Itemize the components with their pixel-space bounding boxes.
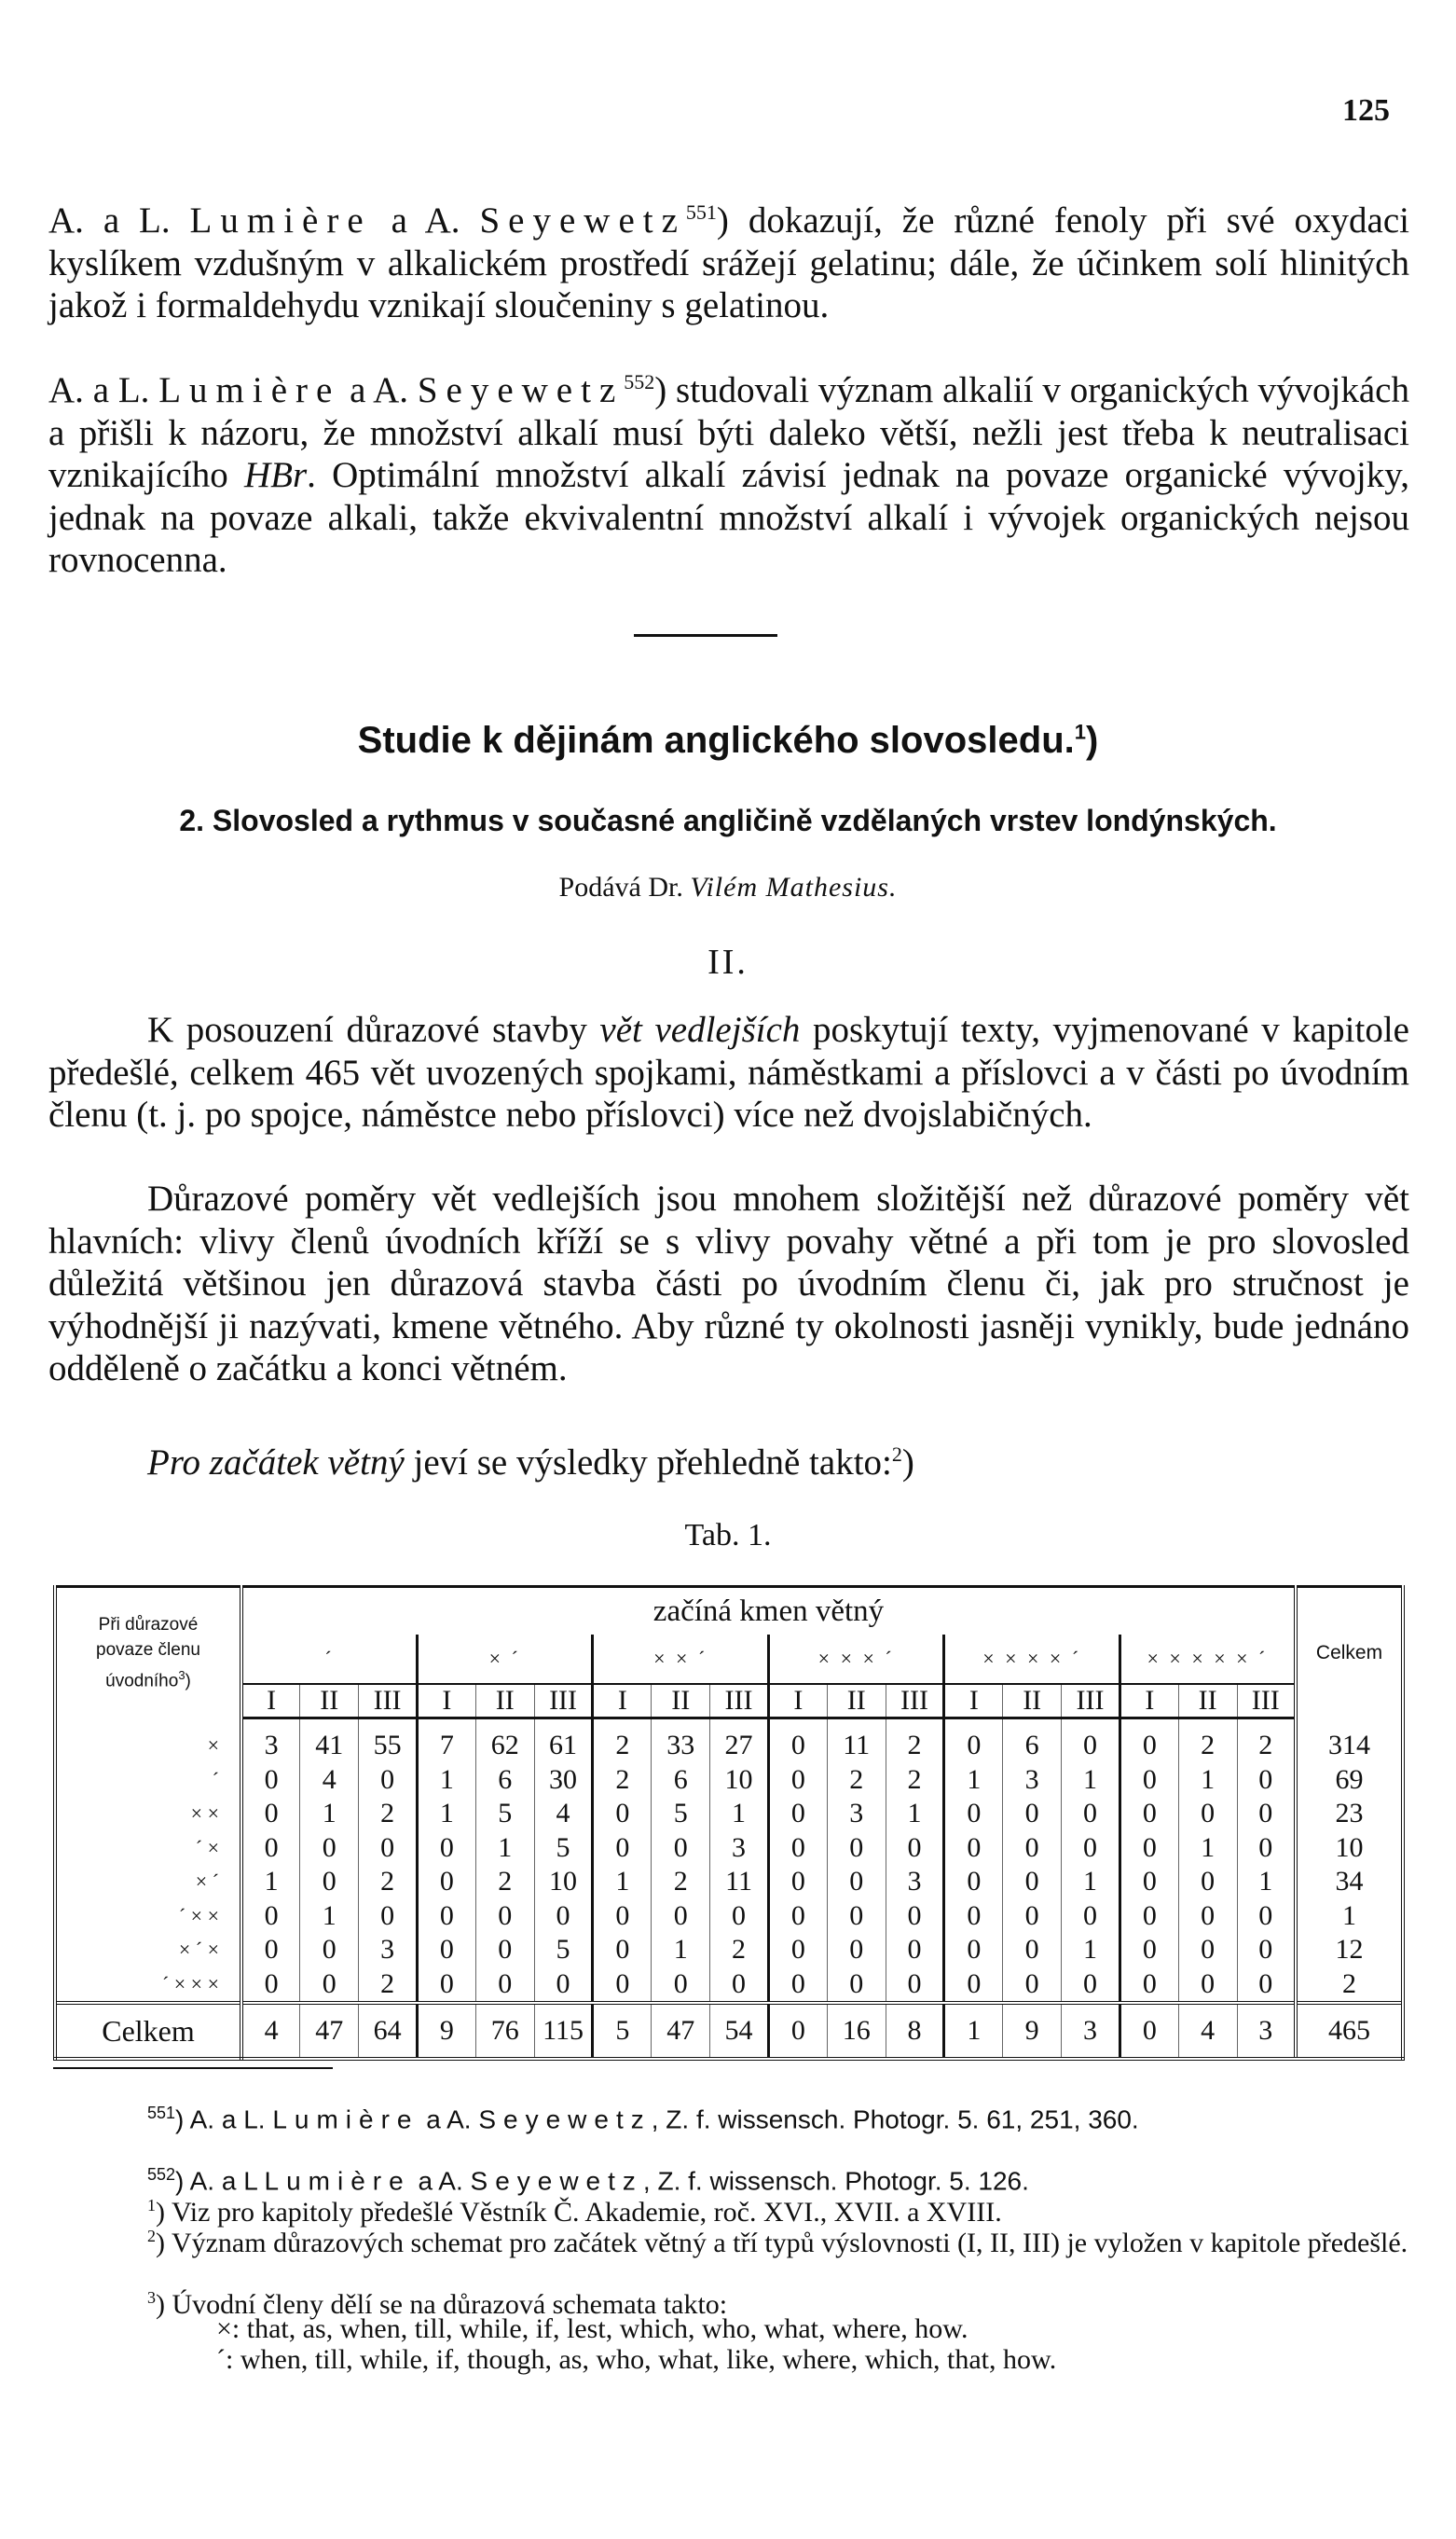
table-cell: 1: [1237, 1865, 1296, 1899]
footnote-551: $^{551}$) A. a L. Lumière a A. Seyewetz, Z. f. wissensch. Photogr. 5. 61, 251, 360.: [147, 2104, 1139, 2134]
row-total-cell: 1: [1296, 1899, 1403, 1934]
p1-text: ) dokazují, že různé fenoly při své oxydaci kyslíkem vzdušným v alkalickém prostředí srážejí gelatinu; dále, že účinkem solí hlinitých jakož i formaldehydu vznikají sloučeniny s gelatinou.: [48, 200, 1409, 325]
row-label: ˊ × × ×: [55, 1967, 241, 2004]
roman-III: III: [359, 1684, 418, 1718]
table-row: [55, 1967, 1403, 2004]
table-cell: 3: [241, 1718, 300, 1763]
table-cell: 3: [1003, 1763, 1062, 1798]
table-cell: 0: [241, 1967, 300, 2004]
table-cell: 0: [417, 1967, 475, 2004]
table-cell: 1: [300, 1899, 359, 1934]
byline-author: Vilém Mathesius.: [690, 872, 898, 903]
table-caption: Tab. 1.: [684, 1518, 772, 1552]
table-cell: 0: [1062, 1967, 1120, 2004]
rowhead-line2: povaze členu: [96, 1640, 200, 1661]
table-cell: 0: [1119, 1718, 1178, 1763]
schema-accent-icon: ˊ: [216, 2344, 226, 2375]
roman-III: III: [710, 1684, 769, 1718]
table-cell: 6: [652, 1763, 710, 1798]
p3-after: poskytují texty, vyjmenované v kapitole předešlé, celkem 465 vět uvozených spojkami, náměstkami a příslovci a v části po úvodním členu (t. j. po spojce, náměstce nebo příslovci) více než dvojslabičných.: [48, 1010, 1409, 1135]
table-cell: 0: [1178, 1933, 1237, 1967]
p2-text-after: . Optimální množství alkalí závisí jednak na povaze organické vývojky, jednak na povaze alkali, takže ekvivalentní množství alkalí i vývojek organických nejsou rovnocenna.: [48, 455, 1409, 580]
table-cell: 47: [652, 2003, 710, 2059]
footnote-ref-551: 551: [685, 200, 717, 224]
table-cell: 0: [768, 1967, 827, 2004]
table-row: [55, 1763, 1403, 1798]
table-cell: 1: [417, 1797, 475, 1831]
table-cell: 0: [300, 1831, 359, 1866]
table-cell: 0: [1062, 1899, 1120, 1934]
table-cell: 0: [827, 1865, 886, 1899]
table-cell: 0: [241, 1831, 300, 1866]
table-cell: 2: [1178, 1718, 1237, 1763]
table-cell: 33: [652, 1718, 710, 1763]
table-cell: 0: [827, 1933, 886, 1967]
table-row: [55, 1933, 1403, 1967]
table-cell: 0: [1119, 1797, 1178, 1831]
table-cell: 7: [417, 1718, 475, 1763]
p2-hbr: HBr: [244, 455, 308, 495]
p1-author-seyewetz: Seyewetz: [479, 200, 686, 241]
table-cell: 1: [1062, 1933, 1120, 1967]
table-cell: 3: [359, 1933, 418, 1967]
table-cell: 27: [710, 1718, 769, 1763]
row-label: ˊ ×: [55, 1831, 241, 1866]
table-cell: 0: [1003, 1933, 1062, 1967]
row-label: × ×: [55, 1797, 241, 1831]
table-cell: 6: [475, 1763, 534, 1798]
pattern-2: × ˊ: [417, 1635, 592, 1684]
table-cell: 0: [768, 2003, 827, 2059]
table-cell: 1: [710, 1797, 769, 1831]
table-cell: 62: [475, 1718, 534, 1763]
table-cell: 1: [944, 1763, 1003, 1798]
table-cell: 3: [827, 1797, 886, 1831]
table-cell: 2: [710, 1933, 769, 1967]
table-cell: 0: [1178, 1899, 1237, 1934]
row-label: × ˊ ×: [55, 1933, 241, 1967]
p1-author1: A. a L.: [48, 200, 190, 241]
table-cell: 1: [300, 1797, 359, 1831]
roman-II: II: [827, 1684, 886, 1718]
table-cell: 0: [417, 1933, 475, 1967]
table-cell: 0: [1003, 1899, 1062, 1934]
footnote-divider: [53, 2067, 333, 2069]
table-cell: 0: [1062, 1718, 1120, 1763]
table-cell: 0: [300, 1967, 359, 2004]
article-title: [0, 720, 1456, 762]
table-cell: 0: [1119, 1763, 1178, 1798]
table-cell: 0: [710, 1899, 769, 1934]
table-cell: 0: [1003, 1831, 1062, 1866]
table-cell: 3: [1062, 2003, 1120, 2059]
table-row: [55, 1865, 1403, 1899]
row-total-cell: 12: [1296, 1933, 1403, 1967]
table-cell: 0: [593, 1831, 652, 1866]
table-cell: 1: [593, 1865, 652, 1899]
table-cell: 0: [652, 1967, 710, 2004]
table-cell: 2: [886, 1763, 944, 1798]
table-cell: 0: [1062, 1797, 1120, 1831]
article-subtitle: 2. Slovosled a rythmus v současné angličině vzdělaných vrstev londýnských.: [179, 804, 1277, 837]
page-number: 125: [1342, 93, 1390, 128]
table-cell: 1: [886, 1797, 944, 1831]
row-total-cell: 314: [1296, 1718, 1403, 1763]
table-cell: 11: [710, 1865, 769, 1899]
p3-italic: vět vedlejších: [599, 1010, 801, 1050]
footnote-1: $^1$) Viz pro kapitoly předešlé Věstník Č. Akademie, roč. XVI., XVII. a XVIII.: [147, 2196, 1002, 2228]
table-row: [55, 1831, 1403, 1866]
table-cell: 0: [593, 1967, 652, 2004]
roman-II: II: [300, 1684, 359, 1718]
table-cell: 1: [1062, 1763, 1120, 1798]
p2-mid: a A.: [340, 370, 418, 410]
p2-author1: A. a L.: [48, 370, 159, 410]
stress-table: [53, 1585, 1405, 2061]
table-cell: 0: [241, 1763, 300, 1798]
table-cell: 0: [1237, 1967, 1296, 2004]
p2-author-seyewetz: Seyewetz: [417, 370, 625, 410]
roman-I: I: [593, 1684, 652, 1718]
p5-close: ): [901, 1442, 914, 1483]
table-cell: 0: [944, 1899, 1003, 1934]
table-cell: 0: [241, 1899, 300, 1934]
p2-author-lumiere: Lumière: [158, 370, 341, 410]
footnote-2: $^2$) Význam důrazových schemat pro začátek větný a tří typů výslovnosti (I, II, III) je vyložen v kapitole předešlé.: [147, 2227, 1408, 2258]
table-cell: 0: [710, 1967, 769, 2004]
table-cell: 3: [886, 1865, 944, 1899]
rowhead-line3: úvodního$^3$): [105, 1668, 191, 1691]
paragraph-intro: [48, 1009, 1409, 1137]
table-cell: 0: [241, 1797, 300, 1831]
table-cell: 2: [593, 1718, 652, 1763]
roman-I: I: [944, 1684, 1003, 1718]
table-cell: 9: [1003, 2003, 1062, 2059]
roman-II: II: [475, 1684, 534, 1718]
table-cell: 2: [359, 1797, 418, 1831]
table-cell: 0: [652, 1831, 710, 1866]
row-label: × ˊ: [55, 1865, 241, 1899]
roman-III: III: [886, 1684, 944, 1718]
table-cell: 64: [359, 2003, 418, 2059]
table-cell: 0: [1237, 1899, 1296, 1934]
roman-I: I: [241, 1684, 300, 1718]
table-row: [55, 1797, 1403, 1831]
table-cell: 0: [944, 1865, 1003, 1899]
row-total-cell: 34: [1296, 1865, 1403, 1899]
table-cell: 2: [827, 1763, 886, 1798]
roman-III: III: [1237, 1684, 1296, 1718]
table-cell: 0: [475, 1933, 534, 1967]
byline: [0, 872, 1456, 904]
table-cell: 1: [652, 1933, 710, 1967]
table-cell: 0: [475, 1967, 534, 2004]
table-cell: 4: [1178, 2003, 1237, 2059]
table-cell: 0: [1003, 1865, 1062, 1899]
table-cell: 0: [593, 1797, 652, 1831]
table-cell: 41: [300, 1718, 359, 1763]
footnote-ref-2: 2: [891, 1442, 902, 1466]
table-cell: 0: [768, 1933, 827, 1967]
table-body: [55, 1718, 1403, 2060]
p5-after: jeví se výsledky přehledně takto:: [404, 1442, 892, 1483]
row-total-cell: 23: [1296, 1797, 1403, 1831]
table-cell: 16: [827, 2003, 886, 2059]
table-cell: 0: [593, 1899, 652, 1934]
roman-III: III: [1062, 1684, 1120, 1718]
schema-x-icon: ×: [216, 2313, 232, 2344]
table-cell: 0: [1003, 1797, 1062, 1831]
row-label: ˊ: [55, 1763, 241, 1798]
table-cell: 2: [359, 1967, 418, 2004]
table-cell: 1: [1178, 1831, 1237, 1866]
table-cell: 55: [359, 1718, 418, 1763]
table-cell: 0: [768, 1831, 827, 1866]
table-cell: 0: [1178, 1967, 1237, 2004]
table-cell: 0: [1178, 1797, 1237, 1831]
row-label: ×: [55, 1718, 241, 1763]
article-title-close: ): [1086, 720, 1099, 761]
table-cell: 0: [417, 1865, 475, 1899]
total-row: [55, 2003, 1403, 2059]
table-cell: 5: [534, 1933, 593, 1967]
table-cell: 0: [1119, 1899, 1178, 1934]
table-cell: 0: [944, 1933, 1003, 1967]
table-cell: 0: [1119, 2003, 1178, 2059]
table-cell: 0: [1062, 1831, 1120, 1866]
table-cell: 5: [593, 2003, 652, 2059]
pattern-1: ˊ: [324, 1647, 335, 1670]
table-cell: 0: [768, 1763, 827, 1798]
row-header: [55, 1587, 241, 1718]
paragraph-beginning: [48, 1433, 1409, 1484]
byline-prefix: Podává Dr.: [558, 872, 691, 903]
table-cell: 4: [300, 1763, 359, 1798]
table-cell: 9: [417, 2003, 475, 2059]
table-cell: 0: [359, 1763, 418, 1798]
row-label: ˊ × ×: [55, 1899, 241, 1934]
article-title-ref: 1: [1074, 720, 1086, 744]
pattern-4: × × × ˊ: [768, 1635, 943, 1684]
table-cell: 8: [886, 2003, 944, 2059]
rowhead-line1: Při důrazové: [98, 1615, 199, 1635]
table-cell: 0: [886, 1831, 944, 1866]
table-cell: 0: [944, 1797, 1003, 1831]
table-cell: 0: [1178, 1865, 1237, 1899]
table-cell: 0: [1119, 1933, 1178, 1967]
p1-author-lumiere: Lumière: [189, 200, 372, 241]
p3-before: K posouzení důrazové stavby: [147, 1010, 600, 1050]
pattern-5: × × × × ˊ: [944, 1635, 1119, 1684]
table-cell: 0: [827, 1967, 886, 2004]
table-cell: 0: [886, 1899, 944, 1934]
table-cell: 0: [768, 1718, 827, 1763]
pattern-3: × × ˊ: [593, 1635, 768, 1684]
table-cell: 0: [593, 1933, 652, 1967]
footnote-ref-552: 552: [624, 370, 655, 393]
table-cell: 0: [359, 1899, 418, 1934]
table-cell: 0: [1119, 1967, 1178, 2004]
table-cell: 1: [417, 1763, 475, 1798]
table-cell: 2: [886, 1718, 944, 1763]
article-title-text: Studie k dějinám anglického slovosledu.: [357, 720, 1075, 761]
footnote-3: $^3$) Úvodní členy dělí se na důrazová schemata takto:: [147, 2288, 728, 2320]
row-total-cell: 69: [1296, 1763, 1403, 1798]
table-cell: 3: [710, 1831, 769, 1866]
table-cell: 3: [1237, 2003, 1296, 2059]
table-cell: 11: [827, 1718, 886, 1763]
table-cell: 10: [534, 1865, 593, 1899]
table-cell: 0: [886, 1967, 944, 2004]
table-cell: 1: [1062, 1865, 1120, 1899]
table-cell: 2: [475, 1865, 534, 1899]
table-cell: 0: [475, 1899, 534, 1934]
paragraph-stress: Důrazové poměry vět vedlejších jsou mnohem složitější než důrazové poměry vět hlavních: vlivy členů úvodních kříží se s vlivy povahy větné a při tom je pro slovosled důležitá většinou jen důrazová stavba části po úvodním členu či, jak pro stručnost je výhodnější ji nazývati, kmene větného. Aby různé ty okolnosti jasněji vynikly, bude jednáno odděleně o začátku a konci větném.: [48, 1179, 1409, 1388]
table-cell: 1: [241, 1865, 300, 1899]
table-cell: 4: [241, 2003, 300, 2059]
table-cell: 0: [300, 1933, 359, 1967]
table-cell: 0: [1237, 1797, 1296, 1831]
footnote-3-schema-x: ×: that, as, when, till, while, if, lest, which, who, what, where, how.: [216, 2313, 968, 2344]
roman-III: III: [534, 1684, 593, 1718]
table-cell: 10: [710, 1763, 769, 1798]
table-cell: 115: [534, 2003, 593, 2059]
table-row: [55, 1718, 1403, 1763]
table-cell: 0: [944, 1718, 1003, 1763]
table-cell: 47: [300, 2003, 359, 2059]
table-cell: 0: [1237, 1763, 1296, 1798]
paragraph-lumiere-2: [48, 361, 1409, 582]
roman-I: I: [1119, 1684, 1178, 1718]
table-row: [55, 1899, 1403, 1934]
table-cell: 0: [417, 1831, 475, 1866]
table-cell: 0: [417, 1899, 475, 1934]
pattern-6: × × × × × ˊ: [1119, 1635, 1296, 1684]
roman-II: II: [1178, 1684, 1237, 1718]
paragraph-lumiere-1: [48, 191, 1409, 327]
table-cell: 5: [652, 1797, 710, 1831]
table-cell: 0: [359, 1831, 418, 1866]
table-cell: 76: [475, 2003, 534, 2059]
section-number: II.: [707, 943, 749, 982]
table-cell: 1: [944, 2003, 1003, 2059]
table-cell: 54: [710, 2003, 769, 2059]
table-cell: 0: [241, 1933, 300, 1967]
table-cell: 1: [475, 1831, 534, 1866]
total-row-label: Celkem: [55, 2003, 241, 2059]
table-cell: 0: [1237, 1831, 1296, 1866]
grand-total-cell: 465: [1296, 2003, 1403, 2059]
row-total-cell: 2: [1296, 1967, 1403, 2004]
roman-I: I: [768, 1684, 827, 1718]
p5-italic: Pro začátek větný: [147, 1442, 405, 1483]
table-cell: 0: [652, 1899, 710, 1934]
table-cell: 0: [768, 1797, 827, 1831]
table-cell: 0: [1003, 1967, 1062, 2004]
table-cell: 0: [534, 1967, 593, 2004]
table-cell: 5: [475, 1797, 534, 1831]
row-total-cell: 10: [1296, 1831, 1403, 1866]
roman-II: II: [652, 1684, 710, 1718]
table-cell: 0: [768, 1865, 827, 1899]
table-cell: 2: [1237, 1718, 1296, 1763]
total-header: Celkem: [1296, 1587, 1403, 1718]
table-cell: 61: [534, 1718, 593, 1763]
footnote-552: $^{552}$) A. a L Lumière a A. Seyewetz, Z. f. wissensch. Photogr. 5. 126.: [147, 2165, 1029, 2196]
table-cell: 2: [652, 1865, 710, 1899]
table-cell: 0: [944, 1967, 1003, 2004]
table-cell: 30: [534, 1763, 593, 1798]
p2-text-before: ) studovali význam alkalií v organických vývojkách a přišli k názoru, že množství alkalí musí býti daleko větší, nežli jest třeba k neutralisaci vznikajícího: [48, 370, 1409, 495]
table-cell: 0: [300, 1865, 359, 1899]
table-cell: 0: [768, 1899, 827, 1934]
table-cell: 1: [1178, 1763, 1237, 1798]
table-cell: 5: [534, 1831, 593, 1866]
roman-II: II: [1003, 1684, 1062, 1718]
table-cell: 2: [593, 1763, 652, 1798]
table-cell: 0: [1119, 1865, 1178, 1899]
section-divider: [634, 634, 777, 637]
footnote-3-schema-accent: ˊ: when, till, while, if, though, as, who, what, like, where, which, that, how.: [216, 2344, 1057, 2375]
table-cell: 0: [534, 1899, 593, 1934]
pattern-header-row: [55, 1635, 1403, 1684]
group-title: začíná kmen větný: [241, 1587, 1296, 1635]
table-cell: 0: [827, 1899, 886, 1934]
table-cell: 4: [534, 1797, 593, 1831]
roman-I: I: [417, 1684, 475, 1718]
roman-header-row: [55, 1684, 1403, 1718]
table-cell: 0: [886, 1933, 944, 1967]
table-cell: 0: [1119, 1831, 1178, 1866]
table-cell: 6: [1003, 1718, 1062, 1763]
table-cell: 0: [827, 1831, 886, 1866]
table-cell: 2: [359, 1865, 418, 1899]
table-cell: 0: [944, 1831, 1003, 1866]
table-cell: 0: [1237, 1933, 1296, 1967]
p1-mid: a A.: [371, 200, 480, 241]
